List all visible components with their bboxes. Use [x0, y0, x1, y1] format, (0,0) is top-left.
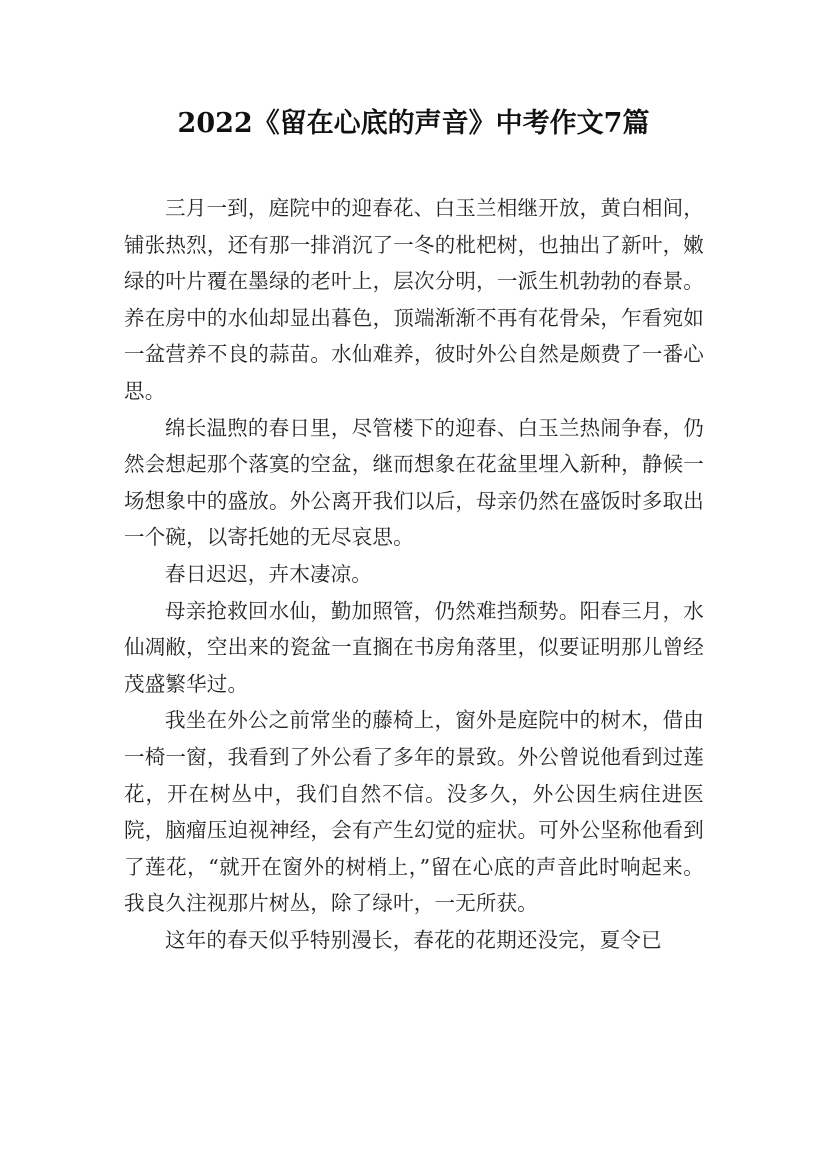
paragraph-6: 这年的春天似乎特别漫长，春花的花期还没完，夏令已 [165, 927, 662, 952]
document-body [124, 190, 704, 958]
paragraph-3: 春日迟迟，卉木凄凉。 [165, 561, 372, 586]
paragraph-2: 绵长温煦的春日里，尽管楼下的迎春、白玉兰热闹争春，仍然会想起那个落寞的空盆，继而想象在花盆里埋入新种，静候一场想象中的盛放。外公离开我们以后，母亲仍然在盛饭时多取出一个碗，以寄托她的无尽哀思。 [124, 415, 704, 550]
paragraph-1: 三月一到，庭院中的迎春花、白玉兰相继开放，黄白相间，铺张热烈，还有那一排消沉了一冬的枇杷树，也抽出了新叶，嫩绿的叶片覆在墨绿的老叶上，层次分明，一派生机勃勃的春景。养在房中的水仙却显出暮色，顶端渐渐不再有花骨朵，乍看宛如一盆营养不良的蒜苗。水仙难养，彼时外公自然是颇费了一番心思。 [124, 196, 704, 403]
paragraph-5: 我坐在外公之前常坐的藤椅上，窗外是庭院中的树木，借由一椅一窗，我看到了外公看了多年的景致。外公曾说他看到过莲花，开在树丛中，我们自然不信。没多久，外公因生病住进医院，脑瘤压迫视神经，会有产生幻觉的症状。可外公坚称他看到了莲花，“就开在窗外的树梢上，”留在心底的声音此时响起来。我良久注视那片树丛，除了绿叶，一无所获。 [124, 708, 704, 916]
document-title: 2022《留在心底的声音》中考作文7篇 [177, 108, 650, 139]
paragraph-4: 母亲抢救回水仙，勤加照管，仍然难挡颓势。阳春三月，水仙凋敝，空出来的瓷盆一直搁在书房角落里，似要证明那儿曾经茂盛繁华过。 [124, 598, 704, 696]
